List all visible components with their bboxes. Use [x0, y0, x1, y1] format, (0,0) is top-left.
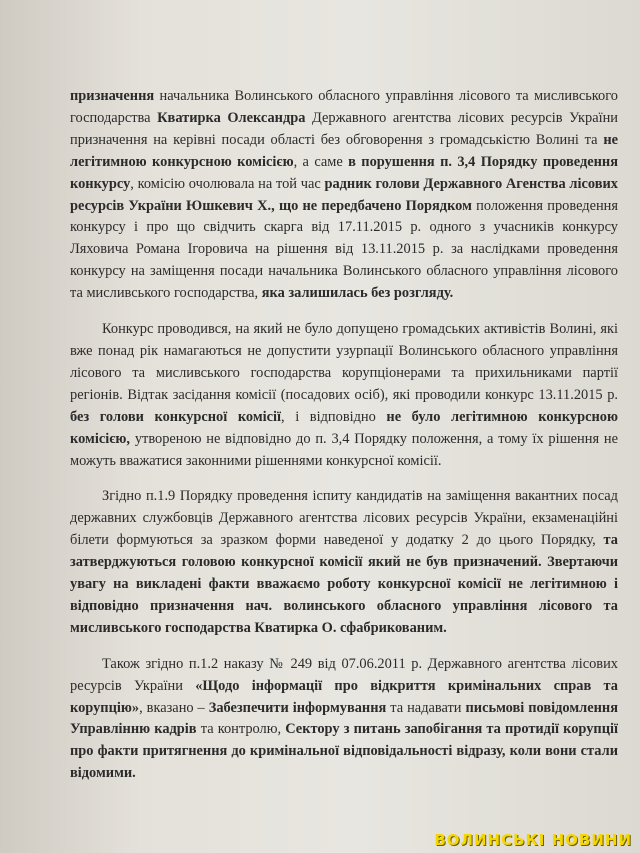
bold-text-span: яка залишилась без розгляду. [261, 285, 454, 302]
bold-text-span: Сектору з питань запобігання та протидії корупції про факти притягнення до кримінальної відповідальності відразу, коли вони стали відомими. [70, 721, 618, 782]
text-span: та контролю, [196, 721, 286, 738]
text-span: начальника Волинського обласного управління лісового та мисливського господарства [70, 88, 618, 126]
text-span: Конкурс проводився, на який не було допущено громадських активістів Волині, які вже понад рік намагаються не допустити узурпації Волинського обласного управління лісового та мисливського господарства корупціонерами та прихильниками партії регіонів. Відтак засідання комісії (посадових осіб), які проводили конкурс 13.11.2015 р. [70, 321, 618, 403]
watermark-logo: ВОЛИНСЬКІ НОВИНИ [434, 831, 632, 849]
bold-text-span: Кватирка Олександра [157, 109, 306, 126]
text-span: , а саме [293, 153, 349, 170]
text-span: та надавати [386, 699, 466, 716]
text-span: Державного агентства лісових ресурсів України призначення на керівні посади області без обговорення з громадськістю Волині та [70, 109, 618, 148]
bold-text-span: не було легітимною конкурсною комісією, [70, 408, 618, 447]
text-span: , комісію очолювала на той час [130, 175, 325, 192]
bold-text-span: в порушення п. 3,4 Порядку проведення конкурсу [70, 153, 618, 192]
paragraph-2 [70, 319, 618, 472]
paragraph-4 [70, 654, 618, 785]
bold-text-span: призначення [70, 88, 155, 104]
text-span: Також згідно п.1.2 наказу № 249 від 07.06.2011 р. Державного агентства лісових ресурсів України [70, 655, 618, 694]
paragraph-1 [70, 86, 618, 305]
bold-text-span: та затверджуються головою конкурсної комісії який не був призначений. Звертаючи увагу на викладені факти вважаємо роботу конкурсної комісії не легітимною і відповідно призначення нач. волинського обласного управління лісового та мисливського господарства Кватирка О. сфабрикованим. [70, 532, 618, 636]
bold-text-span: не легітимною конкурсною комісією [70, 131, 618, 170]
bold-text-span: Забезпечити інформування [208, 699, 387, 716]
bold-text-span: письмові повідомлення Управлінню кадрів [70, 699, 618, 738]
text-span: , вказано – [139, 699, 209, 716]
paragraph-3 [70, 486, 618, 639]
document-body [70, 86, 618, 785]
bold-text-span: без голови конкурсної комісії [70, 408, 282, 425]
text-span: утвореною не відповідно до п. 3,4 Порядку положення, а тому їх рішення не можуть вважатися законними рішеннями конкурсної комісії. [70, 430, 618, 469]
text-span: положення проведення конкурсу і про що свідчить скарга від 17.11.2015 р. одного з учасників конкурсу Ляховича Романа Ігоровича на рішення від 13.11.2015 р. за наслідками проведення конкурсу на заміщення посади начальника Волинського обласного управління лісового та мисливського господарства, [70, 197, 619, 302]
bold-text-span: радник голови Державного Агенства лісових ресурсів України Юшкевич Х., що не передбачено Порядком [70, 175, 618, 214]
bold-text-span: «Щодо інформації про відкриття кримінальних справ та корупцію» [70, 677, 618, 716]
text-span: Згідно п.1.9 Порядку проведення іспиту кандидатів на заміщення вакантних посад державних службовців Державного агентства лісових ресурсів України, екзаменаційні білети формуються за зразком форми наведеної у додатку 2 до цього Порядку, [70, 488, 618, 549]
text-span: , і відповідно [281, 408, 387, 425]
